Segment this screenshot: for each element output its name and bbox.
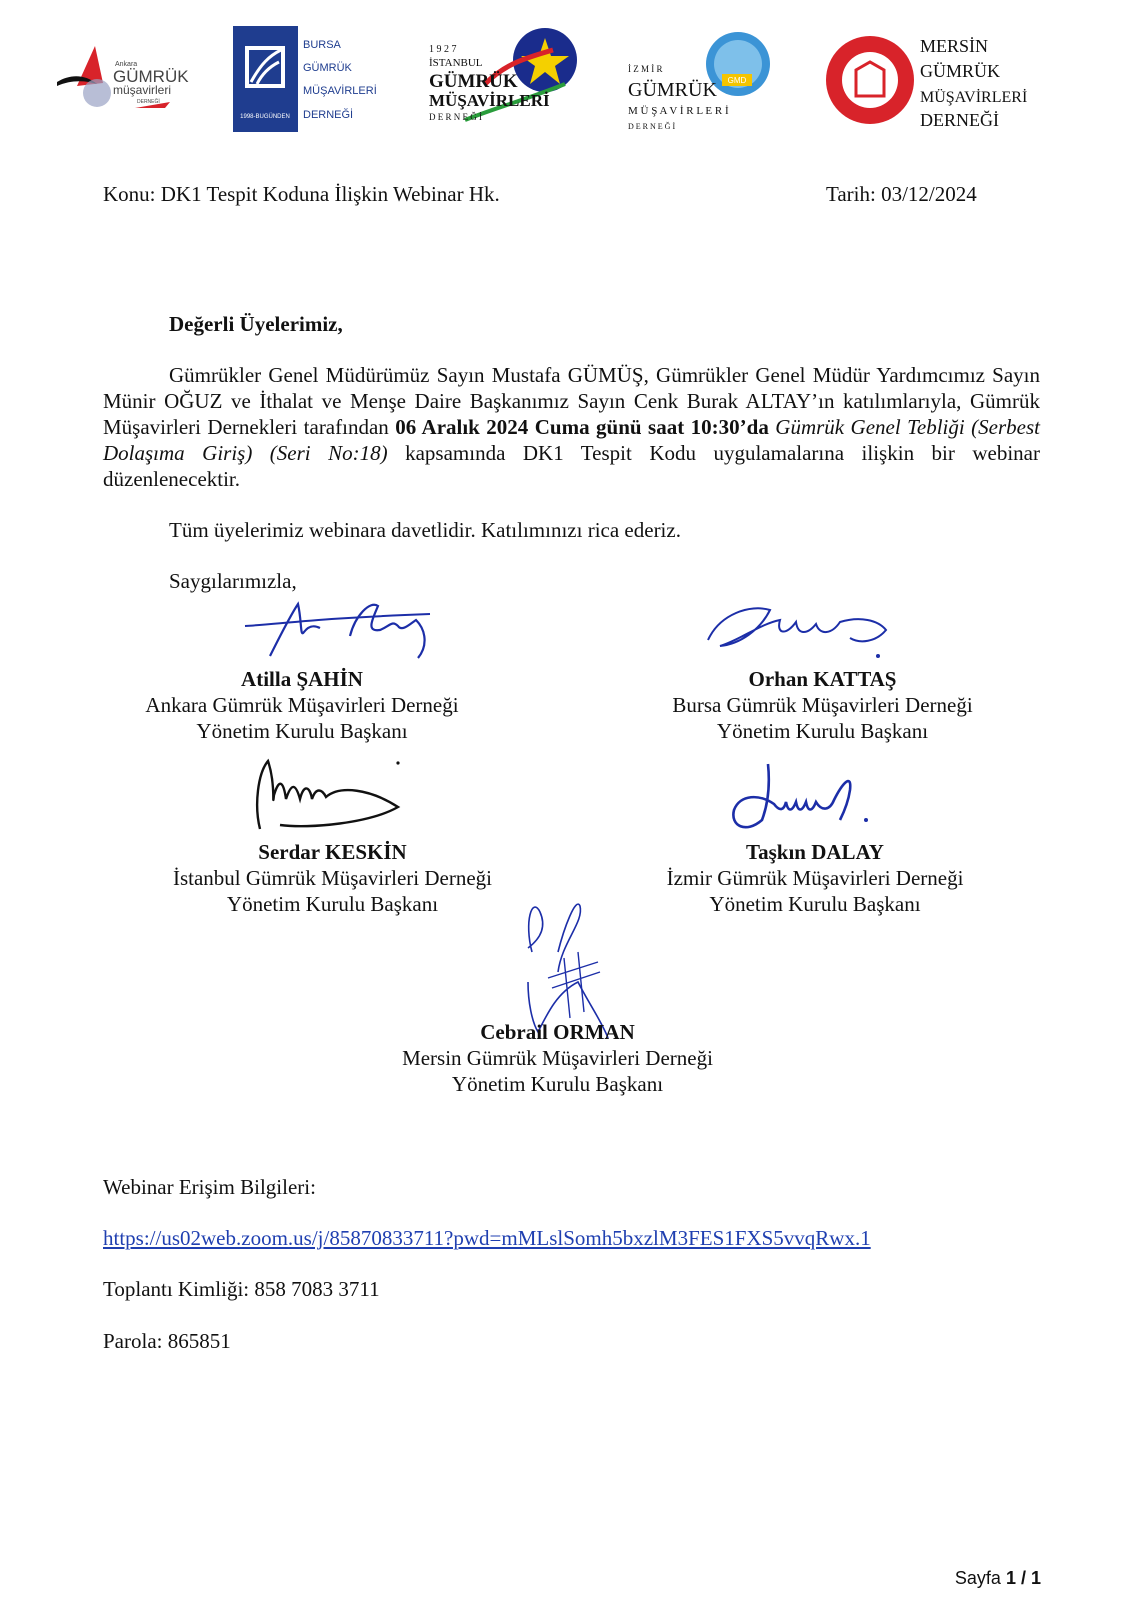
page-total: 1 xyxy=(1030,1568,1041,1588)
signature-taskin-dalay xyxy=(726,760,876,840)
paragraph-part-1: Gümrükler Genel Müdürümüz Sayın Mustafa GÜMÜŞ, Gümrükler Genel Müdür Yardımcımız Sayın Münir OĞUZ ve İthalat ve Menşe Daire Başkanımız Sayın Cenk Burak ALTAY’ın katılımlarıyla, Gümrük Müşavirleri Dernekleri tarafından xyxy=(103,363,1040,439)
istanbul-logo-year: 1 9 2 7 xyxy=(429,44,457,55)
paragraph-date-bold: 06 Aralık 2024 Cuma günü saat 10:30’da xyxy=(395,415,769,439)
paragraph-part-2: kapsamında DK1 Tespit Kodu uygulamalarına ilişkin bir webinar düzenlenecektir. xyxy=(103,441,1040,491)
bursa-logo-since: 1998-BUGÜNDEN xyxy=(240,114,290,120)
closing: Saygılarımızla, xyxy=(169,569,297,593)
page-current: 1 xyxy=(1005,1568,1016,1588)
istanbul-logo-word0: İSTANBUL xyxy=(429,57,483,69)
signatory-org: Ankara Gümrük Müşavirleri Derneği xyxy=(145,693,459,717)
page-label: Sayfa xyxy=(954,1568,1001,1588)
signatory-izmir xyxy=(655,839,975,917)
signatory-name: Cebrail ORMAN xyxy=(480,1020,635,1044)
signature-atilla-sahin xyxy=(240,596,440,666)
signature-serdar-keskin xyxy=(250,755,410,835)
main-paragraph xyxy=(103,362,1040,492)
istanbul-logo-word3: D E R N E Ğ İ xyxy=(429,112,482,122)
mersin-logo xyxy=(826,26,1028,136)
istanbul-logo-word2: MÜŞAVİRLERİ xyxy=(429,91,550,110)
signatory-org: Bursa Gümrük Müşavirleri Derneği xyxy=(672,693,973,717)
signatory-role: Yönetim Kurulu Başkanı xyxy=(709,892,921,916)
paragraph-regulation-italic: Gümrük Genel Tebliği (Serbest Dolaşıma Giriş) (Seri No:18) xyxy=(103,415,1040,465)
signatory-org: Mersin Gümrük Müşavirleri Derneği xyxy=(402,1046,713,1070)
bursa-logo-word3: DERNEĞİ xyxy=(303,109,354,121)
signatory-mersin xyxy=(385,1019,730,1097)
signatory-org: İstanbul Gümrük Müşavirleri Derneği xyxy=(172,866,492,890)
mersin-logo-word3: DERNEĞİ xyxy=(920,110,999,130)
istanbul-logo-word1: GÜMRÜK xyxy=(429,71,518,92)
signatory-org: İzmir Gümrük Müşavirleri Derneği xyxy=(666,866,964,890)
greeting: Değerli Üyelerimiz, xyxy=(169,312,343,336)
signature-orhan-kattas xyxy=(700,600,895,662)
page-separator: / xyxy=(1015,1568,1031,1588)
signatory-ankara xyxy=(132,666,472,744)
bursa-logo-word0: BURSA xyxy=(303,39,341,51)
istanbul-logo xyxy=(425,24,580,124)
izmir-logo-word3: D E R N E Ğ İ xyxy=(628,122,676,131)
ankara-logo-city: Ankara xyxy=(115,61,138,68)
signatory-role: Yönetim Kurulu Başkanı xyxy=(226,892,439,916)
izmir-logo-badge: GMD xyxy=(727,76,747,85)
signatory-name: Serdar KESKİN xyxy=(258,840,407,864)
meeting-password: Parola: 865851 xyxy=(103,1329,231,1353)
signatory-name: Taşkın DALAY xyxy=(746,840,884,864)
bursa-logo-word2: MÜŞAVİRLERİ xyxy=(303,85,377,97)
webinar-heading: Webinar Erişim Bilgileri: xyxy=(103,1175,316,1199)
signatory-name: Orhan KATTAŞ xyxy=(748,667,897,691)
page-number xyxy=(955,1568,1041,1589)
signatory-role: Yönetim Kurulu Başkanı xyxy=(716,719,929,743)
mersin-logo-word1: GÜMRÜK xyxy=(920,61,1001,81)
signatory-role: Yönetim Kurulu Başkanı xyxy=(451,1072,664,1096)
bursa-logo-word1: GÜMRÜK xyxy=(303,62,352,74)
signatory-name: Atilla ŞAHİN xyxy=(241,667,363,691)
signatory-bursa xyxy=(655,666,990,744)
bursa-logo xyxy=(233,26,377,132)
mersin-logo-word2: MÜŞAVİRLERİ xyxy=(920,89,1028,106)
webinar-zoom-link[interactable]: https://us02web.zoom.us/j/85870833711?pwd=mMLslSomh5bxzlM3FES1FXS5vvqRwx.1 xyxy=(103,1226,871,1250)
ankara-logo-word2: müşavirleri xyxy=(113,83,172,97)
ankara-logo-word1: GÜMRÜK xyxy=(113,67,189,86)
date-line: Tarih: 03/12/2024 xyxy=(826,182,977,206)
mersin-logo-word0: MERSİN xyxy=(920,36,989,56)
signatory-istanbul xyxy=(160,839,505,917)
izmir-logo-word2: M Ü Ş A V İ R L E R İ xyxy=(628,105,729,117)
ankara-logo xyxy=(55,38,190,118)
izmir-logo xyxy=(626,26,776,132)
signatory-role: Yönetim Kurulu Başkanı xyxy=(196,719,408,743)
invitation-sentence: Tüm üyelerimiz webinara davetlidir. Katılımınızı rica ederiz. xyxy=(169,518,681,542)
ankara-logo-word3: DERNEĞİ xyxy=(137,99,160,105)
meeting-id: Toplantı Kimliği: 858 7083 3711 xyxy=(103,1277,380,1301)
izmir-logo-word1: GÜMRÜK xyxy=(628,79,717,101)
izmir-logo-word0: İ Z M İ R xyxy=(628,64,663,74)
subject-line: Konu: DK1 Tespit Koduna İlişkin Webinar Hk. xyxy=(103,182,500,206)
